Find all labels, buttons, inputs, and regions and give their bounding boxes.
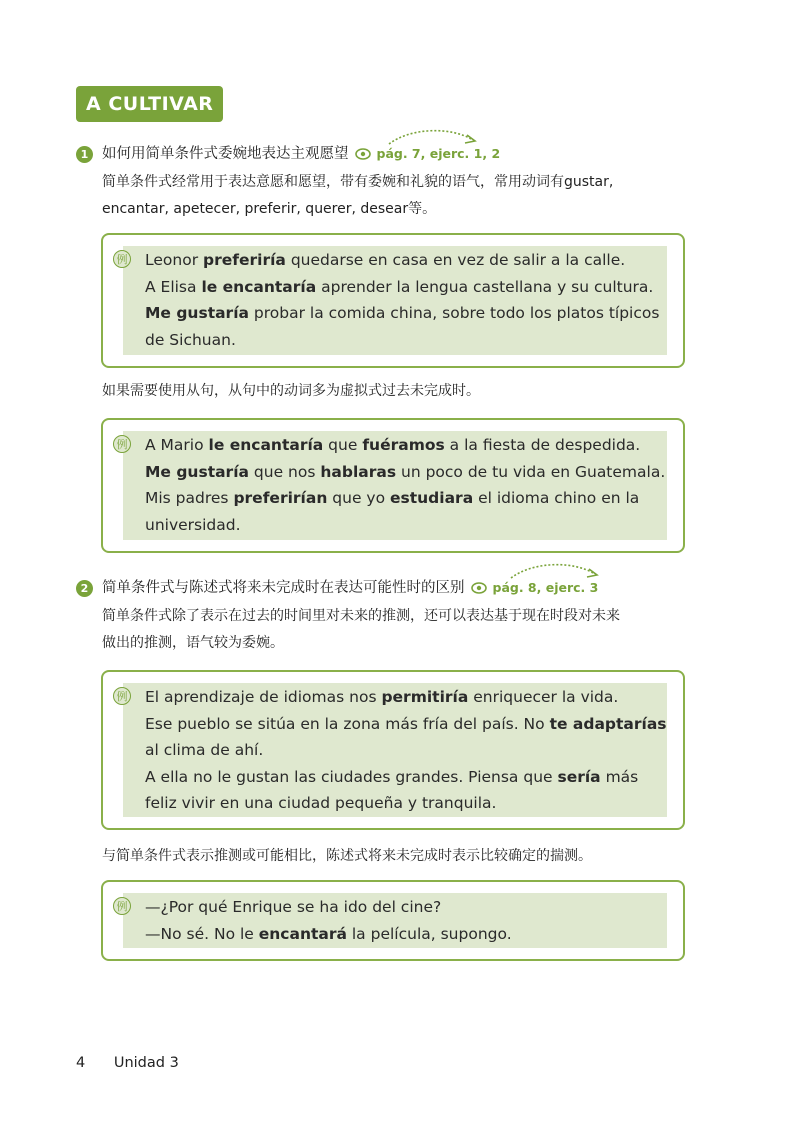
paragraph [102,169,692,223]
sentence-text: —No sé. No le [145,924,259,943]
highlighted-verb: encantará [258,924,347,943]
section-title: A CULTIVAR [76,86,223,122]
sentence-text: que yo [327,489,390,508]
example-sentence [145,432,640,458]
example-box-fill [123,893,667,948]
example-sentence [145,247,625,273]
paragraph-line: 简单条件式除了表示在过去的时间里对未来的推测，还可以表达基于现在时段对未来 [102,608,620,624]
sentence-text: —¿Por qué Enrique se ha ido del cine? [145,898,442,916]
sentence-text: Leonor [145,251,203,269]
exercise-reference[interactable] [471,577,599,599]
sentence-text: enriquecer la vida. [468,688,619,706]
point-number: 2 [76,580,93,597]
paragraph: 如果需要使用从句，从句中的动词多为虚拟式过去未完成时。 [102,383,480,399]
example-box-fill [123,683,667,817]
example-sentence [145,737,263,763]
sentence-text: Mis padres [145,489,234,508]
sentence-text: el idioma chino en la [473,489,640,508]
paragraph-line: 简单条件式经常用于表达意愿和愿望，带有委婉和礼貌的语气，常用动词有gustar, [102,174,614,190]
page-number: 4 [76,1055,86,1071]
sentence-text: la película, supongo. [346,924,512,943]
highlighted-verb: permitiría [381,688,469,706]
sentence-text: A Mario [145,436,209,454]
exercise-reference[interactable] [355,143,501,165]
li-example-icon: 例 [113,435,131,453]
sentence-text: probar la comida china, sobre todo los platos típicos [248,304,660,323]
highlighted-verb: te adaptarías [549,714,667,733]
sentence-text: al clima de ahí. [145,741,264,760]
highlighted-verb: preferiría [203,251,286,269]
li-example-icon: 例 [113,897,131,915]
sentence-text: que [323,436,363,454]
paragraph: 与简单条件式表示推测或可能相比，陈述式将来未完成时表示比较确定的揣测。 [102,848,592,864]
sentence-text: El aprendizaje de idiomas nos [145,688,382,706]
example-box [101,233,685,368]
highlighted-verb: Me gustaría [145,462,249,481]
highlighted-verb: sería [557,767,601,786]
highlighted-verb: preferirían [233,489,328,508]
example-box [101,670,685,830]
example-sentence [145,485,639,511]
example-sentence [145,790,496,816]
paragraph-line: encantar, apetecer, preferir, querer, desear等。 [102,201,437,217]
sentence-text: feliz vivir en una ciudad pequeña y tranquila. [145,794,497,813]
sentence-text: aprender la lengua castellana y su cultura. [316,277,654,296]
page-footer [76,1052,179,1074]
point-1-title [76,143,500,165]
li-example-icon: 例 [113,687,131,705]
example-sentence [145,764,638,790]
sentence-text: Ese pueblo se sitúa en la zona más fría del país. No [145,714,550,733]
sentence-text: un poco de tu vida en Guatemala. [396,462,666,481]
paragraph-line: 做出的推测，语气较为委婉。 [102,635,284,651]
example-box [101,880,685,961]
point-2-title [76,577,598,599]
unit-label: Unidad 3 [113,1055,179,1071]
point-title-text: 如何用简单条件式委婉地表达主观愿望 [102,146,349,162]
sentence-text: más [600,767,639,786]
eye-icon [471,582,487,594]
sentence-text: A ella no le gustan las ciudades grandes. Piensa que [145,767,558,786]
example-sentence [145,894,441,920]
sentence-text: quedarse en casa en vez de salir a la calle. [285,251,626,269]
example-sentence [145,327,236,353]
example-sentence [145,711,667,737]
highlighted-verb: fuéramos [362,436,445,454]
example-box-fill [123,246,667,355]
point-number: 1 [76,146,93,163]
example-box [101,418,685,553]
sentence-text: a la fiesta de despedida. [444,436,641,454]
reference-text: pág. 7, ejerc. 1, 2 [376,146,501,161]
eye-icon [355,148,371,160]
reference-text: pág. 8, ejerc. 3 [492,580,599,595]
highlighted-verb: hablaras [320,462,397,481]
example-sentence [145,459,665,485]
li-example-icon: 例 [113,250,131,268]
example-box-fill [123,431,667,540]
example-sentence [145,921,512,947]
sentence-text: que nos [248,462,321,481]
sentence-text: de Sichuan. [145,330,236,349]
sentence-text: universidad. [145,515,241,534]
highlighted-verb: le encantaría [201,277,317,296]
paragraph [102,603,692,657]
point-title-text: 简单条件式与陈述式将来未完成时在表达可能性时的区别 [102,580,465,596]
sentence-text: A Elisa [145,277,202,296]
example-sentence [145,274,653,300]
highlighted-verb: le encantaría [208,436,324,454]
highlighted-verb: estudiara [390,489,474,508]
example-sentence [145,300,659,326]
example-sentence [145,684,618,710]
highlighted-verb: Me gustaría [145,304,249,323]
example-sentence [145,512,241,538]
